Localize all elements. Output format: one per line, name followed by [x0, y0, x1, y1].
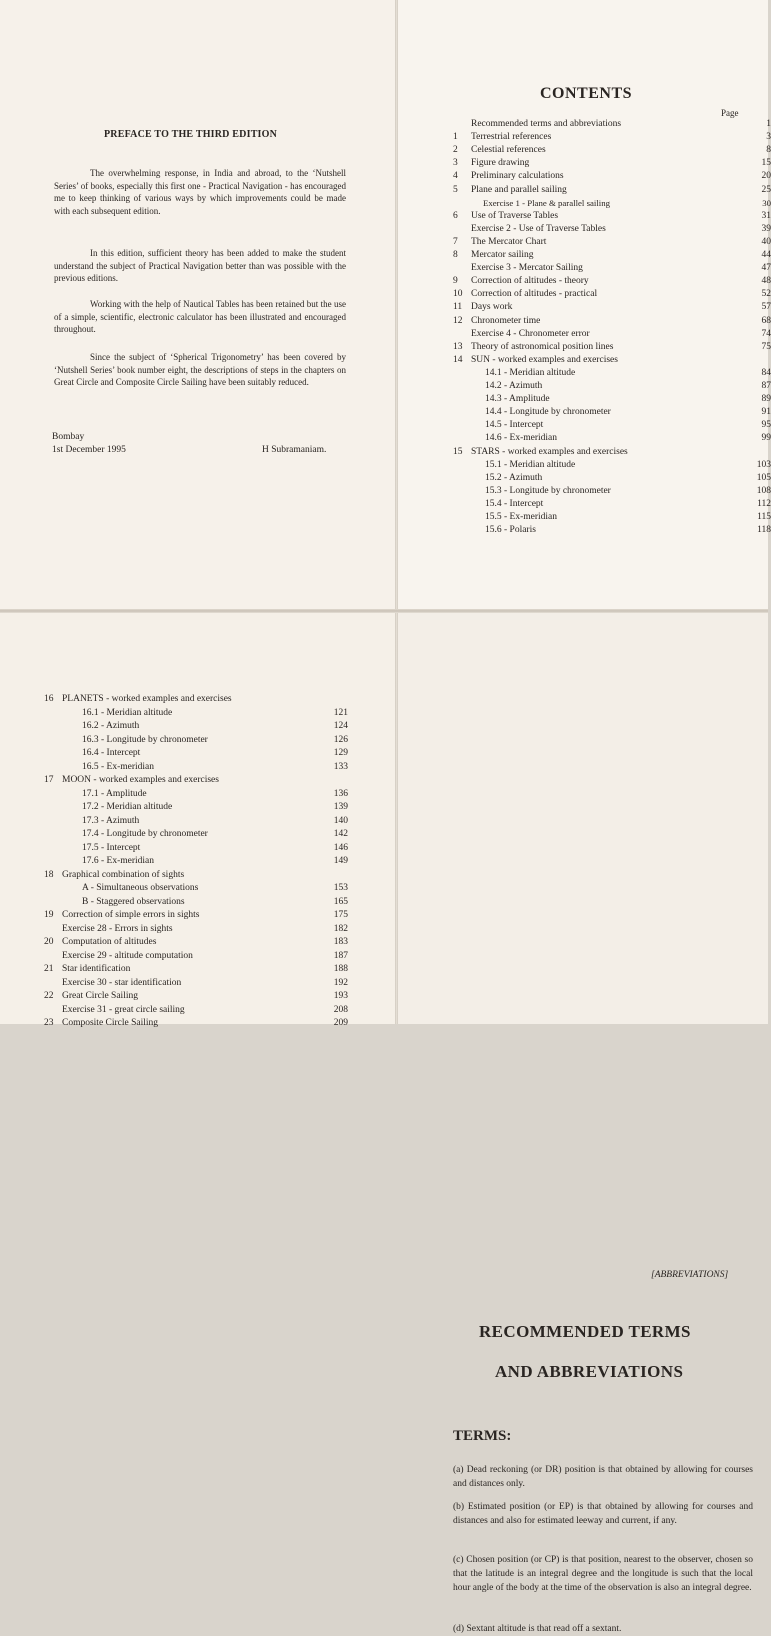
toc-entry-title: Exercise 4 - Chronometer error: [471, 328, 590, 339]
toc-entry-title: 14.4 - Longitude by chronometer: [485, 407, 611, 418]
preface-paragraph-text: The overwhelming response, in India and abroad, to the ‘Nutshell Series’ of books, especially this first one - Practical Navigation - has encouraged me to keep thinking of various ways by which improvements could be made with each subsequent edition.: [54, 168, 346, 216]
toc-entry: [44, 951, 364, 964]
toc-entry: [44, 937, 364, 950]
toc-entry-page: 149: [333, 856, 348, 866]
toc-entry-page: 108: [756, 485, 771, 496]
toc-entry-title: 16.3 - Longitude by chronometer: [82, 734, 208, 745]
toc-entry-title: Theory of astronomical position lines: [471, 341, 614, 352]
toc-entry-number: 8: [453, 250, 458, 260]
toc-entry-title: 17.2 - Meridian altitude: [82, 802, 173, 812]
toc-entry-page: 146: [333, 842, 348, 853]
abbreviations-page: [397, 612, 768, 1634]
toc-entry: [453, 447, 753, 460]
toc-entry: [453, 394, 771, 407]
toc-entry: [453, 145, 771, 158]
toc-entry-number: 22: [44, 991, 54, 1001]
toc-entry-number: 14: [453, 354, 463, 365]
toc-entry-title: Chronometer time: [471, 315, 541, 326]
toc-entry-title: Star identification: [62, 964, 131, 974]
toc-entry: [453, 236, 771, 250]
section-title-line2: AND ABBREVIATIONS: [495, 1362, 684, 1381]
toc-entry-number: 5: [453, 184, 458, 195]
toc-entry-number: 17: [44, 775, 54, 785]
toc-entry-page: 140: [333, 815, 348, 826]
toc-entry: [44, 762, 364, 775]
toc-entry-title: 14.1 - Meridian altitude: [485, 367, 576, 378]
toc-entry: [44, 924, 364, 937]
toc-entry-title: Exercise 3 - Mercator Sailing: [471, 263, 583, 274]
toc-entry-page: 139: [333, 802, 348, 812]
toc-entry-number: 3: [453, 158, 458, 169]
toc-entry-title: SUN - worked examples and exercises: [471, 354, 618, 365]
toc-entry-title: Exercise 2 - Use of Traverse Tables: [471, 223, 606, 234]
toc-entry-title: 14.2 - Azimuth: [485, 381, 543, 391]
toc-entry-page: 39: [761, 223, 771, 234]
toc-entry: [44, 843, 364, 856]
toc-entry-number: 12: [453, 315, 463, 326]
toc-entry: [44, 870, 364, 883]
toc-entry-title: 15.6 - Polaris: [485, 525, 536, 536]
term-definition: (c) Chosen position (or CP) is that position, nearest to the observer, chosen so that the latitude is an integral degree and the longitude is such that the local hour angle of the body at the time of the observation is also an integral degree.: [453, 1555, 753, 1593]
toc-entry-title: 15.5 - Ex-meridian: [485, 512, 558, 522]
toc-entry-page: 133: [333, 761, 348, 772]
toc-entry-title: 16.1 - Meridian altitude: [82, 707, 173, 718]
toc-entry: [44, 1018, 364, 1031]
toc-entry: [453, 367, 771, 381]
toc-entry-number: 13: [453, 341, 463, 352]
toc-entry: [453, 472, 771, 486]
section-tag: [ABBREVIATIONS]: [651, 1270, 729, 1280]
toc-entry-page: 1: [766, 119, 771, 129]
toc-entry-page: 89: [761, 394, 771, 405]
toc-entry-page: 87: [761, 381, 771, 391]
toc-entry-page: 165: [333, 896, 348, 907]
toc-entry-page: 175: [333, 910, 348, 920]
toc-entry: [453, 328, 771, 342]
toc-entry-page: 84: [761, 367, 771, 378]
toc-entry-title: 17.4 - Longitude by chronometer: [82, 829, 208, 839]
toc-entry: [44, 748, 364, 761]
toc-entry: [44, 883, 364, 896]
toc-entry-page: 15: [761, 158, 771, 169]
toc-entry: [453, 420, 771, 433]
toc-entry: [453, 223, 771, 237]
toc-entry-title: Exercise 28 - Errors in sights: [62, 923, 173, 934]
preface-page: [0, 0, 396, 610]
toc-entry-number: 10: [453, 289, 463, 300]
toc-entry-page: 25: [761, 184, 771, 195]
toc-entry-page: 121: [333, 707, 348, 718]
toc-entry-title: MOON - worked examples and exercises: [62, 775, 219, 785]
toc-entry-title: Correction of simple errors in sights: [62, 910, 200, 920]
preface-city: Bombay: [52, 432, 85, 442]
toc-entry-number: 7: [453, 236, 458, 247]
toc-entry-title: 16.4 - Intercept: [82, 748, 141, 758]
toc-entry-title: 15.3 - Longitude by chronometer: [485, 485, 611, 496]
toc-entry: [453, 263, 771, 276]
toc-entry-number: 20: [44, 937, 54, 947]
preface-title: PREFACE TO THE THIRD EDITION: [104, 129, 278, 140]
toc-entry-title: STARS - worked examples and exercises: [471, 446, 628, 457]
preface-date: 1st December 1995: [52, 445, 126, 455]
toc-entry-number: 2: [453, 145, 458, 156]
toc-entry-title: 14.5 - Intercept: [485, 420, 544, 431]
toc-entry-number: 4: [453, 171, 458, 182]
toc-entry-number: 23: [44, 1018, 54, 1028]
toc-entry-number: 21: [44, 964, 54, 974]
toc-entry: [453, 315, 771, 329]
toc-entry-page: 3: [766, 132, 771, 143]
toc-entry-title: Great Circle Sailing: [62, 991, 138, 1001]
toc-entry-page: 68: [761, 315, 771, 326]
toc-entry-title: 16.5 - Ex-meridian: [82, 761, 155, 772]
toc-entry: [453, 355, 753, 368]
toc-entry-page: 136: [333, 788, 348, 799]
contents-page: [397, 0, 771, 610]
toc-entry: [453, 302, 771, 315]
toc-entry: [44, 910, 364, 923]
toc-entry-page: 115: [757, 512, 771, 522]
toc-entry: [453, 381, 771, 394]
toc-entry-page: 192: [333, 977, 348, 988]
section-title-line1: RECOMMENDED TERMS: [479, 1322, 691, 1341]
contents-title: CONTENTS: [540, 85, 633, 102]
toc-entry-page: 57: [761, 302, 771, 313]
toc-entry-page: 48: [761, 276, 771, 287]
contents-continued-page: [0, 612, 396, 1028]
toc-entry: [453, 184, 771, 198]
toc-entry-number: 18: [44, 869, 54, 880]
book-gutter: [395, 0, 398, 1024]
toc-entry-page: 188: [333, 964, 348, 974]
toc-entry-page: 129: [333, 748, 348, 758]
toc-entry-page: 208: [333, 1004, 348, 1015]
toc-entry-page: 20: [761, 171, 771, 182]
toc-entry-page: 95: [761, 420, 771, 431]
toc-entry: [44, 816, 364, 829]
toc-entry-page: 30: [762, 197, 771, 208]
toc-entry-page: 52: [761, 289, 771, 300]
toc-entry: [453, 485, 771, 499]
toc-entry-number: 15: [453, 446, 463, 457]
toc-entry: [453, 407, 771, 420]
toc-entry-title: Exercise 30 - star identification: [62, 977, 182, 988]
toc-entry-title: Composite Circle Sailing: [62, 1018, 159, 1028]
toc-entry: [453, 158, 771, 171]
toc-entry-title: Preliminary calculations: [471, 171, 564, 182]
toc-entry: [44, 964, 364, 977]
toc-entry-title: Exercise 31 - great circle sailing: [62, 1004, 185, 1015]
toc-entry-page: 99: [761, 433, 771, 444]
preface-paragraph-text: In this edition, sufficient theory has been added to make the student understand the subject of Practical Navigation better than was possible with the previous editions.: [54, 248, 346, 283]
preface-author: H Subramaniam.: [262, 445, 327, 455]
toc-entry: [44, 721, 364, 734]
toc-entry-page: 124: [333, 721, 348, 731]
toc-entry-title: 14.3 - Amplitude: [485, 394, 550, 405]
toc-entry: [453, 171, 771, 184]
toc-entry-title: 15.2 - Azimuth: [485, 472, 543, 483]
toc-entry-title: 17.1 - Amplitude: [82, 788, 147, 799]
page-fold: [0, 609, 768, 613]
toc-entry-page: 74: [761, 328, 771, 339]
toc-entry-title: 15.4 - Intercept: [485, 498, 544, 509]
toc-entry: [453, 197, 771, 211]
toc-entry-page: 40: [761, 236, 771, 247]
term-definition: (b) Estimated position (or EP) is that obtained by allowing for courses and distances and also for estimated leeway and current, if any.: [453, 1502, 753, 1526]
toc-entry-number: 16: [44, 694, 54, 704]
toc-entry-title: Celestial references: [471, 145, 546, 156]
toc-entry: [453, 459, 771, 473]
toc-entry: [44, 856, 364, 869]
toc-entry-page: 8: [766, 145, 771, 156]
toc-entry-number: 11: [453, 302, 463, 313]
toc-entry: [453, 276, 771, 289]
toc-entry: [453, 498, 771, 512]
toc-entry-page: 193: [333, 991, 348, 1001]
toc-entry: [44, 802, 364, 815]
toc-entry: [44, 775, 364, 788]
toc-entry-page: 187: [333, 950, 348, 961]
toc-entry-title: Days work: [471, 302, 513, 313]
terms-heading: TERMS:: [453, 1428, 512, 1444]
toc-entry-page: 209: [333, 1018, 348, 1028]
toc-entry-page: 31: [761, 210, 771, 221]
preface-paragraph: [54, 351, 346, 389]
toc-entry: [453, 250, 771, 263]
toc-entry: [453, 341, 771, 355]
toc-entry-title: 17.3 - Azimuth: [82, 815, 140, 826]
toc-entry-page: 118: [757, 525, 771, 536]
toc-entry-page: 142: [333, 829, 348, 839]
toc-entry-title: 15.1 - Meridian altitude: [485, 459, 576, 470]
toc-entry: [44, 978, 364, 991]
toc-entry-title: The Mercator Chart: [471, 236, 547, 247]
preface-paragraph: [54, 167, 346, 217]
toc-entry: [44, 694, 364, 707]
toc-entry-number: 9: [453, 276, 458, 287]
preface-paragraph: [54, 298, 346, 336]
toc-entry-title: 16.2 - Azimuth: [82, 721, 140, 731]
preface-paragraph-text: Working with the help of Nautical Tables has been retained but the use of a simple, scientific, electronic calculator has been illustrated and encouraged throughout.: [54, 299, 346, 334]
toc-entry-title: 17.5 - Intercept: [82, 842, 141, 853]
toc-entry-title: Correction of altitudes - theory: [471, 276, 589, 287]
toc-entry-title: B - Staggered observations: [82, 896, 185, 907]
toc-entry-title: Recommended terms and abbreviations: [471, 119, 622, 129]
toc-entry-title: A - Simultaneous observations: [82, 883, 199, 893]
toc-entry-title: Graphical combination of sights: [62, 869, 185, 880]
toc-entry-title: Mercator sailing: [471, 250, 534, 260]
toc-entry: [44, 789, 364, 802]
toc-entry: [453, 289, 771, 302]
toc-entry-page: 47: [761, 263, 771, 274]
toc-entry-title: Use of Traverse Tables: [471, 210, 559, 221]
toc-entry: [44, 897, 364, 910]
toc-entry: [453, 433, 771, 446]
toc-entry: [44, 1005, 364, 1018]
toc-entry: [44, 708, 364, 721]
toc-entry: [453, 119, 771, 132]
term-definition: (a) Dead reckoning (or DR) position is that obtained by allowing for courses and distances only.: [453, 1465, 753, 1489]
toc-entry-page: 44: [761, 250, 771, 260]
toc-entry-title: Exercise 29 - altitude computation: [62, 950, 193, 961]
toc-entry-page: 91: [761, 407, 771, 418]
toc-entry-page: 182: [333, 923, 348, 934]
toc-entry-title: 17.6 - Ex-meridian: [82, 856, 155, 866]
page-column-header: Page: [721, 108, 739, 118]
toc-entry-title: Correction of altitudes - practical: [471, 289, 598, 300]
toc-entry-title: Plane and parallel sailing: [471, 184, 567, 195]
toc-entry: [453, 210, 771, 224]
toc-entry-page: 103: [756, 459, 771, 470]
preface-paragraph-text: Since the subject of ‘Spherical Trigonometry’ has been covered by ‘Nutshell Series’ book number eight, the descriptions of steps in the chapters on Great Circle and Composite Circle Sailing have been suitably reduced.: [54, 352, 346, 387]
toc-entry: [453, 132, 771, 145]
toc-entry: [44, 829, 364, 842]
toc-entry-title: Figure drawing: [471, 158, 530, 169]
toc-entry-page: 183: [333, 937, 348, 947]
toc-entry-number: 19: [44, 910, 54, 920]
toc-entry-title: Computation of altitudes: [62, 937, 157, 947]
toc-entry-title: 14.6 - Ex-meridian: [485, 433, 558, 444]
toc-entry-page: 112: [757, 498, 771, 509]
toc-entry-page: 126: [333, 734, 348, 745]
toc-entry-title: PLANETS - worked examples and exercises: [62, 694, 232, 704]
toc-entry-page: 105: [756, 472, 771, 483]
toc-entry: [453, 525, 771, 538]
toc-entry: [453, 512, 771, 525]
toc-entry: [44, 991, 364, 1004]
toc-entry-title: Terrestrial references: [471, 132, 552, 143]
toc-entry-page: 153: [333, 883, 348, 893]
toc-entry-title: Exercise 1 - Plane & parallel sailing: [483, 197, 611, 208]
preface-paragraph: [54, 247, 346, 285]
toc-entry: [44, 735, 364, 748]
term-definition: (d) Sextant altitude is that read off a sextant.: [453, 1624, 622, 1634]
toc-entry-number: 1: [453, 132, 458, 143]
toc-entry-number: 6: [453, 210, 458, 221]
toc-entry-page: 75: [761, 341, 771, 352]
